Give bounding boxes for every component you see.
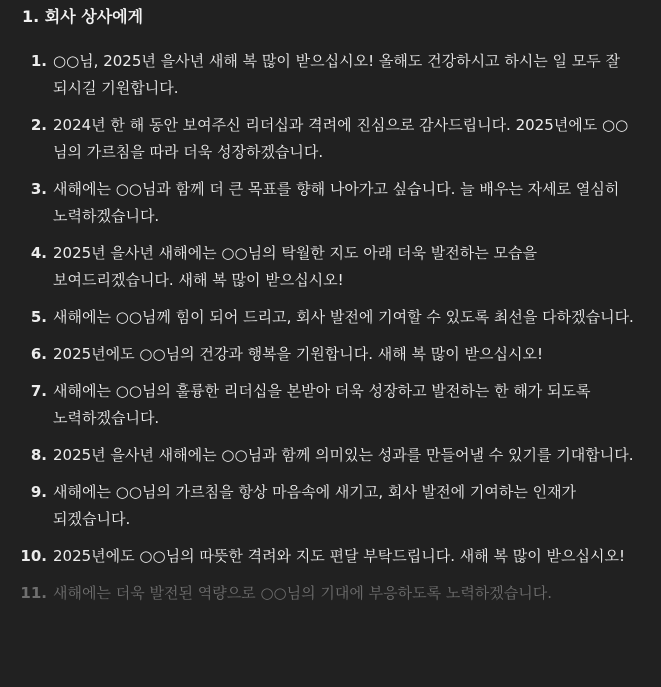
list-item-number: 1. [30,52,47,70]
list-item-streaming [0,580,661,607]
list-item [0,48,661,102]
list-item-number: 10. [20,547,47,565]
list-item-text: 새해에는 ○○님과 함께 더 큰 목표를 향해 나아가고 싶습니다. 늘 배우는 자세로 열심히 노력하겠습니다. [53,180,620,225]
list-item [0,341,661,368]
list-item [0,176,661,230]
list-item-number: 3. [30,180,47,198]
list-item [0,378,661,432]
list-item-number: 8. [30,446,47,464]
list-item-text: 2024년 한 해 동안 보여주신 리더십과 격려에 진심으로 감사드립니다. 2025년에도 ○○님의 가르침을 따라 더욱 성장하겠습니다. [53,116,629,161]
list-item-text: 2025년에도 ○○님의 따뜻한 격려와 지도 편달 부탁드립니다. 새해 복 많이 받으십시오! [53,547,626,565]
list-item-number: 11. [20,584,47,602]
list-item-text: 새해에는 ○○님께 힘이 되어 드리고, 회사 발전에 기여할 수 있도록 최선을 다하겠습니다. [53,308,634,326]
list-item-text: ○○님, 2025년 을사년 새해 복 많이 받으십시오! 올해도 건강하시고 하시는 일 모두 잘 되시길 기원합니다. [53,52,621,97]
list-item-text: 2025년에도 ○○님의 건강과 행복을 기원합니다. 새해 복 많이 받으십시오! [53,345,544,363]
list-item [0,442,661,469]
list-item-text: 2025년 을사년 새해에는 ○○님의 탁월한 지도 아래 더욱 발전하는 모습을 보여드리겠습니다. 새해 복 많이 받으십시오! [53,244,538,289]
section-heading: 1. 회사 상사에게 [22,7,144,26]
list-item-number: 7. [30,382,47,400]
list-item-number: 5. [30,308,47,326]
list-item-number: 4. [30,244,47,262]
list-item-number: 9. [30,483,47,501]
list-item-number: 2. [30,116,47,134]
list-item [0,304,661,331]
list-item [0,479,661,533]
list-item [0,112,661,166]
list-item-number: 6. [30,345,47,363]
greeting-list [0,48,661,617]
list-item-text: 새해에는 더욱 발전된 역량으로 ○○님의 기대에 부응하도록 노력하겠습니다. [53,584,553,602]
list-item-text: 새해에는 ○○님의 가르침을 항상 마음속에 새기고, 회사 발전에 기여하는 인재가 되겠습니다. [53,483,577,528]
list-item [0,543,661,570]
list-item-text: 2025년 을사년 새해에는 ○○님과 함께 의미있는 성과를 만들어낼 수 있기를 기대합니다. [53,446,634,464]
list-item [0,240,661,294]
list-item-text: 새해에는 ○○님의 훌륭한 리더십을 본받아 더욱 성장하고 발전하는 한 해가 되도록 노력하겠습니다. [53,382,591,427]
